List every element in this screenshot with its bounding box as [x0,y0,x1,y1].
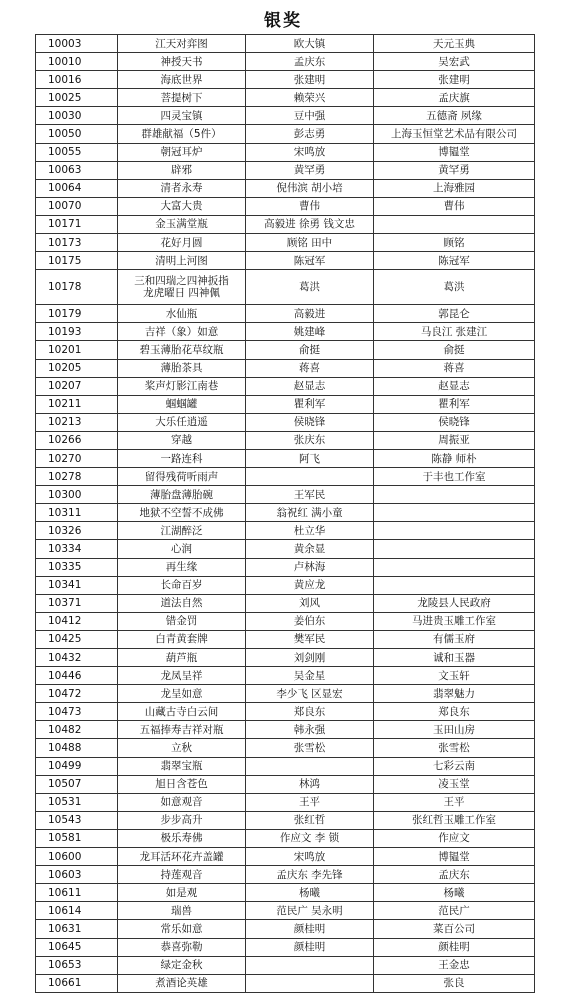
table-row [36,305,535,323]
work-title-cell: 煮酒论英雄 [118,974,246,992]
entrant-cell: 范民广 [374,902,535,920]
entry-id-cell: 10211 [36,395,118,413]
entrant-cell: 天元玉典 [374,35,535,53]
author-cell: 倪伟滨 胡小培 [246,179,374,197]
entrant-cell: 侯晓锋 [374,413,535,431]
table-row [36,125,535,143]
entrant-cell: 七彩云南 [374,757,535,775]
entrant-cell [374,576,535,594]
author-cell: 颜桂明 [246,920,374,938]
entry-id-cell: 10278 [36,468,118,486]
entry-id-cell: 10016 [36,71,118,89]
entry-id-cell: 10334 [36,540,118,558]
entrant-cell: 张红哲玉雕工作室 [374,811,535,829]
table-row [36,107,535,125]
entry-id-cell: 10050 [36,125,118,143]
author-cell: 吴金星 [246,667,374,685]
entrant-cell: 张良 [374,974,535,992]
entrant-cell: 作应文 [374,829,535,847]
table-row [36,685,535,703]
entrant-cell: 五德斋 夙缘 [374,107,535,125]
author-cell [246,974,374,992]
entry-id-cell: 10482 [36,721,118,739]
work-title-cell: 龙呈如意 [118,685,246,703]
author-cell: 曹伟 [246,197,374,215]
table-row [36,721,535,739]
entrant-cell [374,215,535,233]
table-row [36,902,535,920]
work-title-cell: 朝冠耳炉 [118,143,246,161]
table-row [36,866,535,884]
table-row [36,956,535,974]
author-cell: 韩永强 [246,721,374,739]
entrant-cell: 有儒玉府 [374,630,535,648]
author-cell: 杜立华 [246,522,374,540]
table-row [36,359,535,377]
author-cell: 赵显志 [246,377,374,395]
author-cell: 黄余显 [246,540,374,558]
entry-id-cell: 10661 [36,974,118,992]
work-title-cell: 碧玉薄胎花草纹瓶 [118,341,246,359]
work-title-cell: 一路连科 [118,449,246,467]
entrant-cell: 上海雅园 [374,179,535,197]
table-row [36,793,535,811]
author-cell [246,956,374,974]
author-cell: 郑良东 [246,703,374,721]
entrant-cell: 陈静 师朴 [374,449,535,467]
author-cell: 颜桂明 [246,938,374,956]
entrant-cell: 顾铭 [374,234,535,252]
table-row [36,486,535,504]
entry-id-cell: 10425 [36,630,118,648]
entry-id-cell: 10473 [36,703,118,721]
entry-id-cell: 10311 [36,504,118,522]
entrant-cell: 龙陵县人民政府 [374,594,535,612]
table-row [36,504,535,522]
entry-id-cell: 10341 [36,576,118,594]
entry-id-cell: 10335 [36,558,118,576]
table-row [36,540,535,558]
work-title-cell: 旭日含苍色 [118,775,246,793]
work-title-cell: 五福捧寿吉祥对瓶 [118,721,246,739]
entrant-cell: 瞿利军 [374,395,535,413]
table-row [36,35,535,53]
author-cell: 孟庆东 李先锋 [246,866,374,884]
work-title-cell: 道法自然 [118,594,246,612]
entry-id-cell: 10507 [36,775,118,793]
author-cell: 豆中强 [246,107,374,125]
entry-id-cell: 10207 [36,377,118,395]
work-title-cell: 持莲观音 [118,866,246,884]
work-title-cell: 如意观音 [118,793,246,811]
work-title-cell: 江天对弈图 [118,35,246,53]
table-row [36,197,535,215]
author-cell: 宋鸣放 [246,143,374,161]
entrant-cell: 凌玉堂 [374,775,535,793]
entry-id-cell: 10055 [36,143,118,161]
author-cell: 卢林海 [246,558,374,576]
work-title-cell: 错金罚 [118,612,246,630]
author-cell: 孟庆东 [246,53,374,71]
work-title-cell: 长命百岁 [118,576,246,594]
author-cell: 刘风 [246,594,374,612]
work-title-cell: 瑞兽 [118,902,246,920]
entrant-cell: 张建明 [374,71,535,89]
entrant-cell: 葛洪 [374,270,535,305]
entry-id-cell: 10063 [36,161,118,179]
entrant-cell: 郭昆仑 [374,305,535,323]
author-cell: 张红哲 [246,811,374,829]
author-cell: 翁祝红 满小童 [246,504,374,522]
table-row [36,179,535,197]
work-title-cell: 翡翠宝瓶 [118,757,246,775]
author-cell: 姚建峰 [246,323,374,341]
author-cell: 刘剑刚 [246,649,374,667]
entry-id-cell: 10614 [36,902,118,920]
work-title-cell: 清明上河图 [118,252,246,270]
work-title-cell: 三和四瑞之四神扳指 龙虎曜日 四神佩 [118,270,246,305]
entry-id-cell: 10543 [36,811,118,829]
entry-id-cell: 10600 [36,848,118,866]
author-cell: 赖荣兴 [246,89,374,107]
entry-id-cell: 10531 [36,793,118,811]
award-table-body [36,35,535,993]
entrant-cell: 玉田山房 [374,721,535,739]
author-cell: 俞挺 [246,341,374,359]
table-row [36,829,535,847]
author-cell: 葛洪 [246,270,374,305]
entrant-cell: 博韫堂 [374,143,535,161]
work-title-cell: 四灵宝镇 [118,107,246,125]
entrant-cell: 上海玉恒堂艺术品有限公司 [374,125,535,143]
table-row [36,323,535,341]
entrant-cell: 王平 [374,793,535,811]
entry-id-cell: 10270 [36,449,118,467]
entry-id-cell: 10030 [36,107,118,125]
author-cell: 黄罕勇 [246,161,374,179]
table-row [36,143,535,161]
entrant-cell: 杨曦 [374,884,535,902]
author-cell: 黄应龙 [246,576,374,594]
work-title-cell: 江湖醉泛 [118,522,246,540]
work-title-cell: 穿越 [118,431,246,449]
work-title-cell: 神授天书 [118,53,246,71]
work-title-cell: 地狱不空誓不成佛 [118,504,246,522]
entrant-cell: 翡翠魅力 [374,685,535,703]
work-title-cell: 立秋 [118,739,246,757]
work-title-cell: 留得残荷听雨声 [118,468,246,486]
entry-id-cell: 10178 [36,270,118,305]
table-row [36,395,535,413]
entrant-cell: 赵显志 [374,377,535,395]
entrant-cell [374,486,535,504]
table-row [36,703,535,721]
entrant-cell: 蒋喜 [374,359,535,377]
work-title-cell: 大乐任逍遥 [118,413,246,431]
entry-id-cell: 10213 [36,413,118,431]
entry-id-cell: 10371 [36,594,118,612]
table-row [36,775,535,793]
entrant-cell: 马良江 张建江 [374,323,535,341]
entry-id-cell: 10326 [36,522,118,540]
work-title-cell: 桨声灯影江南巷 [118,377,246,395]
author-cell: 蒋喜 [246,359,374,377]
work-title-cell: 步步高升 [118,811,246,829]
author-cell: 张庆东 [246,431,374,449]
table-row [36,71,535,89]
entrant-cell [374,504,535,522]
entry-id-cell: 10631 [36,920,118,938]
author-cell: 瞿利军 [246,395,374,413]
author-cell: 范民广 吴永明 [246,902,374,920]
table-row [36,89,535,107]
table-row [36,53,535,71]
table-row [36,377,535,395]
entry-id-cell: 10472 [36,685,118,703]
entrant-cell: 张雪松 [374,739,535,757]
work-title-cell: 山藏古寺白云间 [118,703,246,721]
entrant-cell: 文玉轩 [374,667,535,685]
table-row [36,234,535,252]
table-row [36,920,535,938]
work-title-cell: 绿定金秋 [118,956,246,974]
entry-id-cell: 10611 [36,884,118,902]
entrant-cell: 孟庆旗 [374,89,535,107]
entrant-cell: 周振亚 [374,431,535,449]
author-cell: 彭志勇 [246,125,374,143]
table-row [36,974,535,992]
entry-id-cell: 10179 [36,305,118,323]
author-cell: 张雪松 [246,739,374,757]
work-title-cell: 蝈蝈罐 [118,395,246,413]
table-row [36,757,535,775]
author-cell: 张建明 [246,71,374,89]
work-title-cell: 群雄献福（5件） [118,125,246,143]
table-row [36,215,535,233]
work-title-cell: 极乐寿佛 [118,829,246,847]
table-row [36,612,535,630]
author-cell: 杨曦 [246,884,374,902]
table-row [36,938,535,956]
entrant-cell: 于丰也工作室 [374,468,535,486]
author-cell: 作应文 李 锁 [246,829,374,847]
work-title-cell: 花好月圆 [118,234,246,252]
entry-id-cell: 10201 [36,341,118,359]
table-row [36,884,535,902]
entrant-cell [374,558,535,576]
entry-id-cell: 10300 [36,486,118,504]
entry-id-cell: 10064 [36,179,118,197]
work-title-cell: 菩提树下 [118,89,246,107]
entry-id-cell: 10025 [36,89,118,107]
entry-id-cell: 10645 [36,938,118,956]
entry-id-cell: 10266 [36,431,118,449]
table-row [36,811,535,829]
entrant-cell: 黄罕勇 [374,161,535,179]
author-cell: 樊军民 [246,630,374,648]
table-row [36,594,535,612]
table-row [36,848,535,866]
work-title-cell: 辟邪 [118,161,246,179]
entry-id-cell: 10412 [36,612,118,630]
entrant-cell: 吴宏武 [374,53,535,71]
entrant-cell: 菜百公司 [374,920,535,938]
author-cell: 林鸿 [246,775,374,793]
author-cell: 阿飞 [246,449,374,467]
work-title-cell: 心润 [118,540,246,558]
entry-id-cell: 10010 [36,53,118,71]
work-title-cell: 大富大贵 [118,197,246,215]
work-title-cell: 白青黄套牌 [118,630,246,648]
work-title-cell: 薄胎茶具 [118,359,246,377]
work-title-cell: 常乐如意 [118,920,246,938]
table-row [36,667,535,685]
author-cell [246,757,374,775]
author-cell: 高毅进 徐勇 钱文忠 [246,215,374,233]
award-table [35,34,535,993]
work-title-cell: 金玉满堂瓶 [118,215,246,233]
entrant-cell: 博韫堂 [374,848,535,866]
table-row [36,252,535,270]
author-cell [246,468,374,486]
author-cell: 欧大镇 [246,35,374,53]
work-title-cell: 水仙瓶 [118,305,246,323]
work-title-cell: 海底世界 [118,71,246,89]
entry-id-cell: 10603 [36,866,118,884]
table-row [36,630,535,648]
work-title-cell: 再生缘 [118,558,246,576]
table-row [36,270,535,305]
work-title-cell: 恭喜弥勒 [118,938,246,956]
table-row [36,739,535,757]
entry-id-cell: 10173 [36,234,118,252]
entrant-cell: 郑良东 [374,703,535,721]
entry-id-cell: 10003 [36,35,118,53]
table-row [36,558,535,576]
work-title-cell: 吉祥（象）如意 [118,323,246,341]
entry-id-cell: 10432 [36,649,118,667]
table-row [36,468,535,486]
entrant-cell: 诚和玉器 [374,649,535,667]
entrant-cell: 王金忠 [374,956,535,974]
table-row [36,161,535,179]
author-cell: 陈冠军 [246,252,374,270]
entrant-cell [374,522,535,540]
entrant-cell [374,540,535,558]
entrant-cell: 颜桂明 [374,938,535,956]
entry-id-cell: 10653 [36,956,118,974]
entry-id-cell: 10205 [36,359,118,377]
work-title-cell: 如是观 [118,884,246,902]
table-row [36,649,535,667]
work-title-cell: 葫芦瓶 [118,649,246,667]
author-cell: 侯晓锋 [246,413,374,431]
table-row [36,431,535,449]
work-title-cell: 薄胎盘薄胎碗 [118,486,246,504]
entrant-cell: 曹伟 [374,197,535,215]
entry-id-cell: 10581 [36,829,118,847]
work-title-cell: 清者永寿 [118,179,246,197]
table-row [36,341,535,359]
table-row [36,576,535,594]
table-row [36,522,535,540]
author-cell: 王平 [246,793,374,811]
entry-id-cell: 10193 [36,323,118,341]
author-cell: 姜伯东 [246,612,374,630]
work-title-cell: 龙凤呈祥 [118,667,246,685]
author-cell: 王军民 [246,486,374,504]
table-row [36,413,535,431]
work-title-cell: 龙耳活环花卉盖罐 [118,848,246,866]
table-row [36,449,535,467]
author-cell: 宋鸣放 [246,848,374,866]
entry-id-cell: 10446 [36,667,118,685]
author-cell: 李少飞 区显宏 [246,685,374,703]
entrant-cell: 陈冠军 [374,252,535,270]
entry-id-cell: 10499 [36,757,118,775]
entry-id-cell: 10488 [36,739,118,757]
page-title: 银奖 [264,11,302,31]
entry-id-cell: 10171 [36,215,118,233]
author-cell: 高毅进 [246,305,374,323]
entrant-cell: 孟庆东 [374,866,535,884]
entrant-cell: 俞挺 [374,341,535,359]
author-cell: 顾铭 田中 [246,234,374,252]
entry-id-cell: 10175 [36,252,118,270]
entry-id-cell: 10070 [36,197,118,215]
entrant-cell: 马进贵玉雕工作室 [374,612,535,630]
